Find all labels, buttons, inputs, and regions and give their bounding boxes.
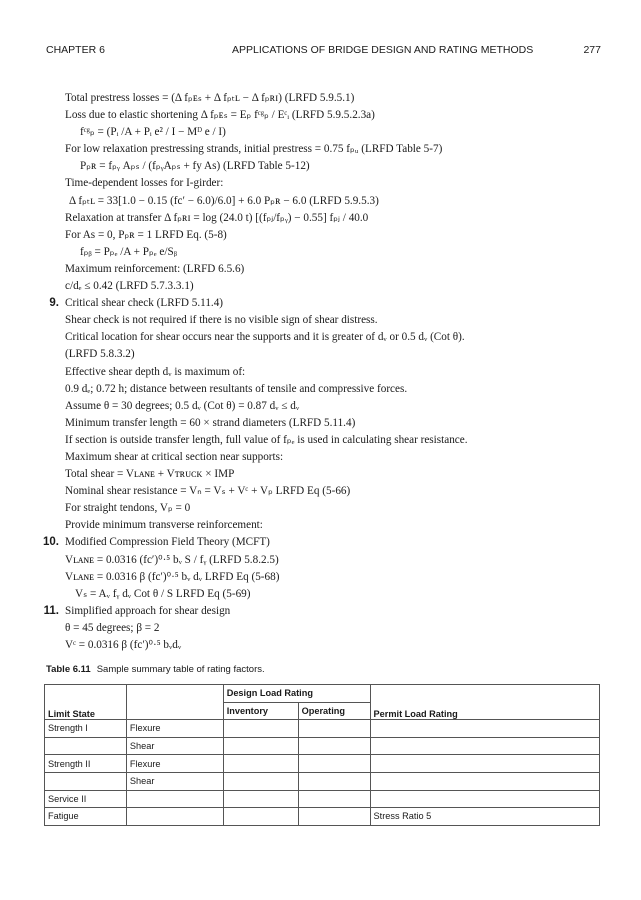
- chapter-label: CHAPTER 6: [46, 44, 105, 56]
- equation-line: Vʟᴀɴᴇ = 0.0316 β (fc′)⁰·⁵ bᵥ dᵥ LRFD Eq (5-68): [65, 570, 280, 583]
- limit-state-cell: Strength II: [45, 755, 127, 773]
- equation-line: Vʟᴀɴᴇ = 0.0316 (fc′)⁰·⁵ bᵥ S / fᵧ (LRFD 5.8.2.5): [65, 553, 279, 566]
- header-inventory: Inventory: [223, 702, 298, 720]
- inventory-cell: [223, 790, 298, 808]
- chapter-title: APPLICATIONS OF BRIDGE DESIGN AND RATING METHODS: [232, 44, 534, 56]
- list-item-11: [43, 603, 605, 620]
- header-blank: [126, 685, 223, 720]
- text-line: Loss due to elastic shortening Δ fₚᴇₛ = Eₚ fᶜᵍₚ / Eᶜᵢ (LRFD 5.9.5.2.3a): [65, 109, 375, 122]
- table-caption: [46, 664, 265, 675]
- rating-factors-table: [44, 684, 600, 826]
- table-row: [45, 737, 600, 755]
- permit-cell: Stress Ratio 5: [370, 808, 599, 826]
- table-row: [45, 720, 600, 738]
- effect-cell: Flexure: [126, 755, 223, 773]
- equation-line: Vᶜ = 0.0316 β (fc′)⁰·⁵ bᵥdᵥ: [65, 639, 182, 651]
- text-line: Assume θ = 30 degrees; 0.5 dᵥ (Cot θ) = 0.87 dᵥ ≤ dᵥ: [65, 399, 300, 412]
- text-line: (LRFD 5.8.3.2): [65, 348, 135, 361]
- inventory-cell: [223, 737, 298, 755]
- effect-cell: Shear: [126, 772, 223, 790]
- table-row: [45, 772, 600, 790]
- equation-line: θ = 45 degrees; β = 2: [65, 621, 160, 634]
- table-row: [45, 808, 600, 826]
- effect-cell: Shear: [126, 737, 223, 755]
- text-line: Maximum shear at critical section near supports:: [65, 450, 284, 463]
- table-caption-text: Sample summary table of rating factors.: [96, 664, 265, 675]
- limit-state-cell: Strength I: [45, 720, 127, 738]
- text-line: Total shear = Vʟᴀɴᴇ + Vᴛʀᴜᴄᴋ × IMP: [65, 468, 235, 481]
- operating-cell: [298, 755, 370, 773]
- item-number: 9.: [49, 297, 59, 310]
- limit-state-cell: [45, 737, 127, 755]
- text-line: For As = 0, Pₚʀ = 1 LRFD Eq. (5-8): [65, 228, 227, 241]
- limit-state-cell: Service II: [45, 790, 127, 808]
- text-line: c/dₑ ≤ 0.42 (LRFD 5.7.3.3.1): [65, 280, 194, 293]
- text-line: Provide minimum transverse reinforcement:: [65, 519, 263, 532]
- item-number: 11.: [43, 604, 59, 617]
- text-line: Critical location for shear occurs near the supports and it is greater of dᵥ or 0.5 dᵥ (Cot θ).: [65, 331, 465, 344]
- permit-cell: [370, 737, 599, 755]
- effect-cell: [126, 790, 223, 808]
- text-line: Total prestress losses = (Δ fₚᴇₛ + Δ fₚₜʟ − Δ fₚʀɪ) (LRFD 5.9.5.1): [65, 92, 355, 104]
- permit-cell: [370, 790, 599, 808]
- equation-line: Δ fₚₜʟ = 33[1.0 − 0.15 (fc′ − 6.0)/6.0] + 6.0 Pₚʀ − 6.0 (LRFD 5.9.5.3): [69, 194, 379, 207]
- text-line: 0.9 dₑ; 0.72 h; distance between resultants of tensile and compressive forces.: [65, 382, 408, 395]
- equation-line: Vₛ = Aᵥ fᵧ dᵥ Cot θ / S LRFD Eq (5-69): [75, 587, 251, 600]
- table-row: [45, 790, 600, 808]
- permit-cell: [370, 755, 599, 773]
- page-header: [46, 44, 601, 58]
- text-line: Maximum reinforcement: (LRFD 6.5.6): [65, 262, 245, 275]
- table-caption-label: Table 6.11: [46, 664, 91, 675]
- text-line: Nominal shear resistance = Vₙ = Vₛ + Vᶜ + Vₚ LRFD Eq (5-66): [65, 485, 351, 498]
- limit-state-cell: Fatigue: [45, 808, 127, 826]
- text-line: Relaxation at transfer Δ fₚʀɪ = log (24.0 t) [(fₚⱼ/fₚᵧ) − 0.55] fₚⱼ / 40.0: [65, 211, 369, 224]
- inventory-cell: [223, 808, 298, 826]
- text-line: For low relaxation prestressing strands, initial prestress = 0.75 fₚᵤ (LRFD Table 5-7): [65, 143, 443, 156]
- operating-cell: [298, 790, 370, 808]
- operating-cell: [298, 808, 370, 826]
- equation-line: fₚᵦ = Pₚₑ /A + Pₚₑ e/Sᵦ: [80, 245, 177, 258]
- inventory-cell: [223, 755, 298, 773]
- inventory-cell: [223, 772, 298, 790]
- text-line: For straight tendons, Vₚ = 0: [65, 502, 191, 515]
- text-line: Minimum transfer length = 60 × strand diameters (LRFD 5.11.4): [65, 416, 356, 429]
- inventory-cell: [223, 720, 298, 738]
- header-design-load-rating: Design Load Rating: [223, 685, 370, 703]
- operating-cell: [298, 737, 370, 755]
- header-permit-load-rating: Permit Load Rating: [370, 685, 599, 720]
- header-operating: Operating: [298, 702, 370, 720]
- operating-cell: [298, 720, 370, 738]
- text-line: Shear check is not required if there is no visible sign of shear distress.: [65, 314, 378, 327]
- effect-cell: Flexure: [126, 720, 223, 738]
- operating-cell: [298, 772, 370, 790]
- equation-line: fᶜᵍₚ = (Pᵢ /A + Pᵢ e² / I − Mᴰ e / I): [80, 126, 226, 139]
- item-heading: Critical shear check (LRFD 5.11.4): [65, 297, 224, 310]
- text-line: If section is outside transfer length, full value of fₚₑ is used in calculating shear resistance.: [65, 433, 468, 446]
- permit-cell: [370, 720, 599, 738]
- limit-state-cell: [45, 772, 127, 790]
- table-row: [45, 755, 600, 773]
- list-item-10: [43, 534, 605, 551]
- permit-cell: [370, 772, 599, 790]
- header-limit-state: Limit State: [45, 685, 127, 720]
- table-header-row: [45, 685, 600, 703]
- effect-cell: [126, 808, 223, 826]
- item-number: 10.: [43, 536, 59, 549]
- page-number: 277: [583, 44, 601, 56]
- item-heading: Modified Compression Field Theory (MCFT): [65, 536, 270, 549]
- page-body: [43, 90, 605, 654]
- list-item-9: [49, 295, 605, 312]
- text-line: Effective shear depth dᵥ is maximum of:: [65, 365, 246, 378]
- equation-line: Pₚʀ = fₚᵧ Aₚₛ / (fₚᵧAₚₛ + fy As) (LRFD Table 5-12): [80, 160, 310, 173]
- item-heading: Simplified approach for shear design: [65, 604, 231, 617]
- text-line: Time-dependent losses for I-girder:: [65, 177, 224, 190]
